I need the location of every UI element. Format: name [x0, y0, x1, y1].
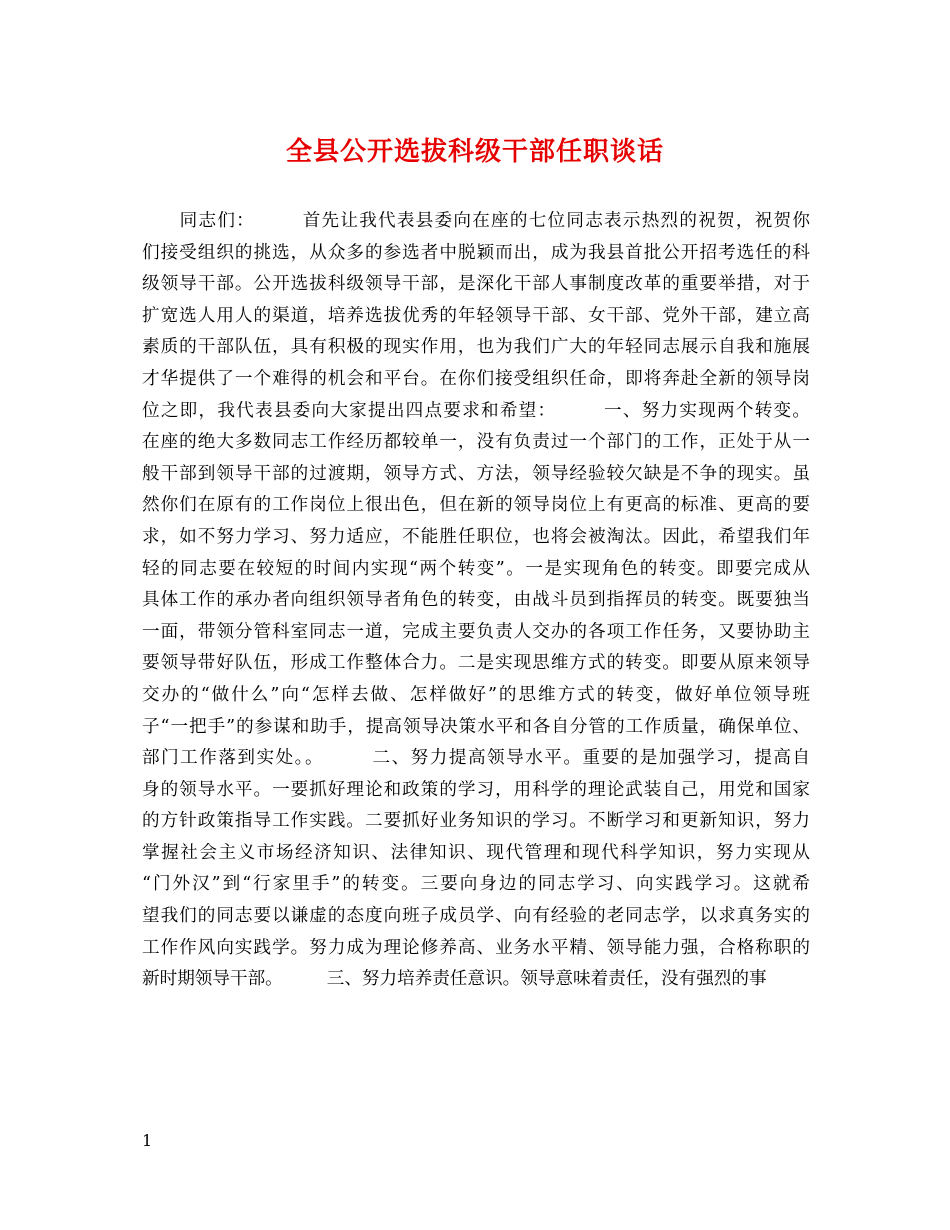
body-line: 一面，带领分管科室同志一道，完成主要负责人交办的各项工作任务，又要协助主	[142, 621, 810, 642]
body-line: 扩宽选人用人的渠道，培养选拔优秀的年轻领导干部、女干部、党外干部，建立高	[142, 305, 810, 326]
body-line: “门外汉”到“行家里手”的转变。三要向身边的同志学习、向实践学习。这就希	[142, 874, 810, 895]
body-line: 新时期领导干部。 三、努力培养责任意识。领导意味着责任，没有强烈的事	[142, 969, 767, 990]
body-line: 同志们： 首先让我代表县委向在座的七位同志表示热烈的祝贺，祝贺你	[142, 211, 810, 231]
body-line: 般干部到领导干部的过渡期，领导方式、方法，领导经验较欠缺是不争的现实。虽	[142, 463, 810, 484]
document-title: 全县公开选拔科级干部任职谈话	[285, 137, 664, 167]
body-line: 部门工作落到实处。。 二、努力提高领导水平。重要的是加强学习，提高自	[142, 748, 810, 769]
body-line: 级领导干部。公开选拔科级领导干部，是深化干部人事制度改革的重要举措，对于	[142, 274, 810, 295]
body-line: 交办的“做什么”向“怎样去做、怎样做好”的思维方式的转变，做好单位领导班	[142, 684, 810, 705]
page-number: 1	[142, 1131, 153, 1150]
body-line: 素质的干部队伍，具有积极的现实作用，也为我们广大的年轻同志展示自我和施展	[142, 337, 810, 358]
body-line: 望我们的同志要以谦虚的态度向班子成员学、向有经验的老同志学，以求真务实的	[142, 906, 810, 927]
body-line: 求，如不努力学习、努力适应，不能胜任职位，也将会被淘汰。因此，希望我们年	[142, 526, 810, 547]
body-line: 要领导带好队伍，形成工作整体合力。二是实现思维方式的转变。即要从原来领导	[142, 653, 810, 674]
body-line: 们接受组织的挑选，从众多的参选者中脱颖而出，成为我县首批公开招考选任的科	[142, 242, 810, 263]
body-line: 轻的同志要在较短的时间内实现“两个转变”。一是实现角色的转变。即要完成从	[142, 558, 810, 579]
body-line: 位之即，我代表县委向大家提出四点要求和希望： 一、努力实现两个转变。	[142, 400, 810, 421]
body-line: 然你们在原有的工作岗位上很出色，但在新的领导岗位上有更高的标准、更高的要	[142, 495, 810, 516]
document-body	[142, 206, 810, 996]
body-line: 掌握社会主义市场经济知识、法律知识、现代管理和现代科学知识，努力实现从	[142, 842, 810, 863]
body-line: 具体工作的承办者向组织领导者角色的转变，由战斗员到指挥员的转变。既要独当	[142, 590, 810, 611]
body-line: 身的领导水平。一要抓好理论和政策的学习，用科学的理论武装自己，用党和国家	[142, 779, 810, 800]
body-line: 在座的绝大多数同志工作经历都较单一，没有负责过一个部门的工作，正处于从一	[142, 432, 810, 453]
body-line: 工作作风向实践学。努力成为理论修养高、业务水平精、领导能力强，合格称职的	[142, 937, 810, 958]
body-line: 才华提供了一个难得的机会和平台。在你们接受组织任命，即将奔赴全新的领导岗	[142, 368, 810, 389]
body-line: 子“一把手”的参谋和助手，提高领导决策水平和各自分管的工作质量，确保单位、	[142, 716, 810, 737]
body-line: 的方针政策指导工作实践。二要抓好业务知识的学习。不断学习和更新知识，努力	[142, 811, 810, 832]
